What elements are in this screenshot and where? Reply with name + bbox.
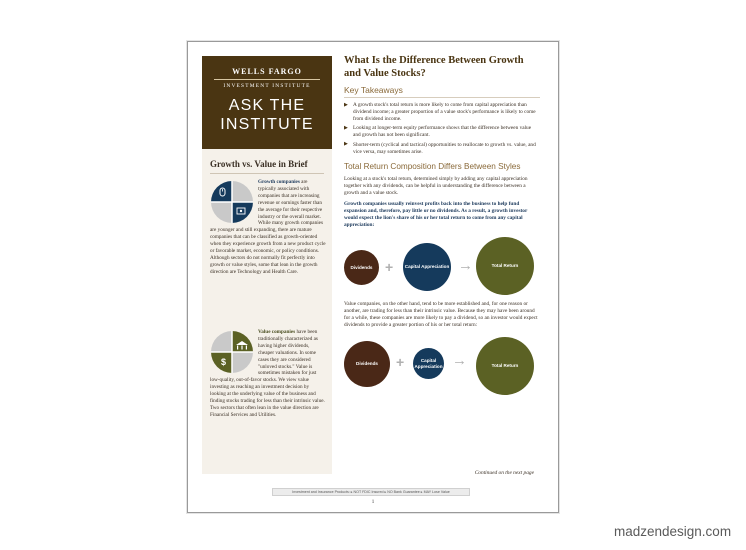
brand-ask-line1: ASK THE [228,97,306,114]
key-takeaways-heading: Key Takeaways [344,85,403,95]
plus-icon: + [385,259,394,276]
value-text: have been traditionally characterized as having higher dividends, cheaper valuations. In some cases they are considered "unloved stocks." Value is sometimes mistaken for just low-quality, out-of-favor stocks. We view value investing as reaching an investment decision by looking at the underlying value of the business and finding stocks trading for less than their intrinsic value. Two sectors that often lean in the value direction are Financial Services and Utilities. [210,329,325,418]
document-page [187,41,559,513]
bullet-text: Shorter-term (cyclical and tactical) opportunities to reallocate to growth vs. value, and vice versa, may sometimes arise. [353,141,536,155]
page-number: 1 [371,500,375,505]
value-return-equation [344,337,540,401]
main-column [344,54,540,401]
intro-paragraph: Looking at a stock's total return, determined simply by adding any capital appreciation together with any dividends, can be helpful in understanding the difference between a growth and a value stock. [344,176,528,197]
growth-paragraph: Growth companies usually reinvest profits back into the business to help fund expansion and, therefore, pay little or no dividends. As a result, a growth investor would expect the lion's share of his or her total return to come from any capital appreciation: [344,201,528,229]
brand-divider [214,79,320,80]
dividends-circle: Dividends [344,341,390,387]
arrow-right-icon: → [458,257,473,275]
section-heading: Total Return Composition Differs Between Styles [344,161,521,171]
plus-icon: + [396,354,405,371]
sidebar-heading: Growth vs. Value in Brief [210,159,308,169]
bullet-text: Looking at longer-term equity performance shows that the difference between value and growth has not been significant. [353,125,532,139]
total-return-circle: Total Return [476,337,534,395]
continued-note: Continued on the next page [474,470,534,476]
value-description [210,329,326,419]
growth-quadrant-icon [210,180,254,224]
bullet-arrow-icon: ▶ [344,125,348,131]
svg-text:$: $ [221,357,227,367]
sidebar-panel [202,56,332,474]
growth-text: are typically associated with companies that are increasing revenue or earnings faster than the average for their respective industry or the overall market. While many growth companies are younger and still expanding, there are mature companies that can be classified as growth-oriented when they experience growth from a new product cycle or favorable market, economic, or policy conditions. Although sectors do not normally fit perfectly into growth or value styles, some that lean in the growth direction are Technology and Health Care. [210,179,326,275]
key-takeaways-divider [344,97,540,98]
arrow-right-icon: → [452,352,467,370]
total-return-circle: Total Return [476,237,534,295]
watermark: madzendesign.com [614,524,732,539]
value-paragraph: Value companies, on the other hand, tend to be more established and, for one reason or another, are trading for less than their intrinsic value. Because they may have been around for a while, these companies are more likely to pay a dividend, so an investor would expect dividends to provide a greater portion of his or her total return: [344,301,538,329]
disclosure-bar: Investment and Insurance Products: ▸ NOT FDIC Insured ▸ NO Bank Guarantee ▸ MAY Lose Value [272,488,470,496]
page-title: What Is the Difference Between Growth and Value Stocks? [344,55,524,79]
key-takeaways-list [344,102,540,156]
value-lead: Value companies [258,329,296,335]
capital-appreciation-circle: Capital Appreciation [413,348,444,379]
capital-appreciation-circle: Capital Appreciation [403,243,451,291]
sidebar-divider [210,173,324,174]
list-item [344,125,540,139]
bullet-arrow-icon: ▶ [344,102,348,108]
growth-lead: Growth companies [258,179,300,185]
brand-subtitle: INVESTMENT INSTITUTE [223,83,311,89]
brand-ask-line2: INSTITUTE [220,116,314,133]
growth-return-equation [344,235,540,297]
value-quadrant-icon [210,330,254,374]
dividends-circle: Dividends [344,250,379,285]
list-item [344,102,540,123]
bullet-arrow-icon: ▶ [344,142,348,148]
brand-name: WELLS FARGO [232,67,302,76]
growth-description [210,179,326,276]
list-item [344,142,540,156]
bullet-text: A growth stock's total return is more likely to come from capital appreciation than dividend income; a greater proportion of a value stock's performance is likely to come from dividend income. [353,102,536,122]
brand-block [202,56,332,149]
